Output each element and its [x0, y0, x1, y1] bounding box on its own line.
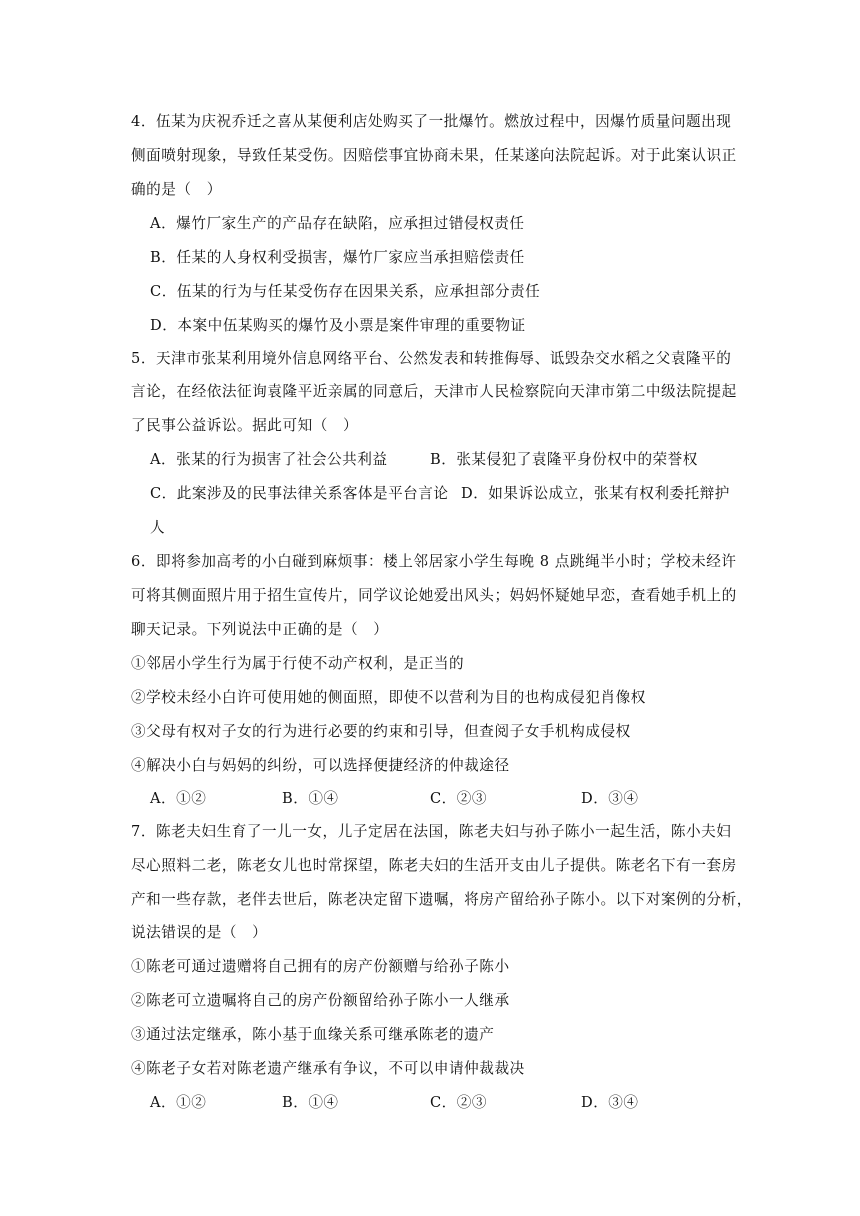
- question-5-option-b: B．张某侵犯了袁隆平身份权中的荣誉权: [430, 451, 698, 468]
- question-7-stem-line-4: 说法错误的是（ ）: [131, 924, 268, 941]
- question-7-stem-line-1: 7．陈老夫妇生育了一儿一女，儿子定居在法国，陈老夫妇与孙子陈小一起生活，陈小夫妇: [131, 823, 732, 840]
- question-5-stem-line-3: 了民事公益诉讼。据此可知（ ）: [131, 417, 359, 434]
- question-5-option-c: C．此案涉及的民事法律关系客体是平台言论: [150, 485, 449, 502]
- question-4-option-a: A．爆竹厂家生产的产品存在缺陷，应承担过错侵权责任: [150, 215, 525, 232]
- question-7-statement-2: ②陈老可立遗嘱将自己的房产份额留给孙子陈小一人继承: [131, 992, 510, 1009]
- question-7-statement-4: ④陈老子女若对陈老遗产继承有争议，不可以申请仲裁裁决: [131, 1060, 525, 1077]
- question-6-statement-2: ②学校未经小白许可使用她的侧面照，即使不以营利为目的也构成侵犯肖像权: [131, 689, 646, 706]
- question-7-statement-3: ③通过法定继承，陈小基于血缘关系可继承陈老的遗产: [131, 1026, 495, 1043]
- question-7-choice-b: B．①④: [282, 1094, 339, 1111]
- question-4-stem-line-1: 4．伍某为庆祝乔迁之喜从某便利店处购买了一批爆竹。燃放过程中，因爆竹质量问题出现: [131, 113, 732, 130]
- question-4-option-b: B．任某的人身权利受损害，爆竹厂家应当承担赔偿责任: [150, 249, 525, 266]
- question-6-statement-3: ③父母有权对子女的行为进行必要的约束和引导，但查阅子女手机构成侵权: [131, 723, 631, 740]
- question-6-choice-b: B．①④: [282, 790, 339, 807]
- question-6-choice-d: D．③④: [581, 790, 639, 807]
- question-5-option-d-wrap: 人: [150, 519, 166, 536]
- question-6-statement-4: ④解决小白与妈妈的纠纷，可以选择便捷经济的仲裁途径: [131, 757, 510, 774]
- question-4-stem-line-3: 确的是（ ）: [131, 181, 222, 198]
- question-4-stem-line-2: 侧面喷射现象，导致任某受伤。因赔偿事宜协商未果，任某遂向法院起诉。对于此案认识正: [131, 147, 737, 164]
- question-7-stem-line-3: 产和一些存款，老伴去世后，陈老决定留下遗嘱，将房产留给孙子陈小。以下对案例的分析，: [131, 891, 752, 908]
- question-6-choice-a: A．①②: [150, 790, 207, 807]
- question-5-stem-line-1: 5．天津市张某利用境外信息网络平台、公然发表和转推侮辱、诋毁杂交水稻之父袁隆平的: [131, 350, 732, 367]
- question-7-statement-1: ①陈老可通过遗赠将自己拥有的房产份额赠与给孙子陈小: [131, 958, 510, 975]
- question-5-stem-line-2: 言论，在经依法征询袁隆平近亲属的同意后，天津市人民检察院向天津市第二中级法院提起: [131, 383, 737, 400]
- question-6-stem-line-3: 聊天记录。下列说法中正确的是（ ）: [131, 621, 389, 638]
- question-7-choice-d: D．③④: [581, 1094, 639, 1111]
- question-4-option-d: D．本案中伍某购买的爆竹及小票是案件审理的重要物证: [150, 317, 526, 334]
- question-6-choice-c: C．②③: [430, 790, 487, 807]
- question-7-stem-line-2: 尽心照料二老，陈老女儿也时常探望，陈老夫妇的生活开支由儿子提供。陈老名下有一套房: [131, 857, 737, 874]
- question-5-option-d: D．如果诉讼成立，张某有权利委托辩护: [461, 485, 730, 502]
- question-7-choice-a: A．①②: [150, 1094, 207, 1111]
- question-6-stem-line-1: 6．即将参加高考的小白碰到麻烦事：楼上邻居家小学生每晚 8 点跳绳半小时；学校未经许: [131, 553, 737, 570]
- question-4-option-c: C．伍某的行为与任某受伤存在因果关系，应承担部分责任: [150, 283, 541, 300]
- question-6-statement-1: ①邻居小学生行为属于行使不动产权利，是正当的: [131, 655, 465, 672]
- question-5-option-a: A．张某的行为损害了社会公共利益: [150, 451, 388, 468]
- question-7-choice-c: C．②③: [430, 1094, 487, 1111]
- question-6-stem-line-2: 可将其侧面照片用于招生宣传片，同学议论她爱出风头；妈妈怀疑她早恋，查看她手机上的: [131, 587, 737, 604]
